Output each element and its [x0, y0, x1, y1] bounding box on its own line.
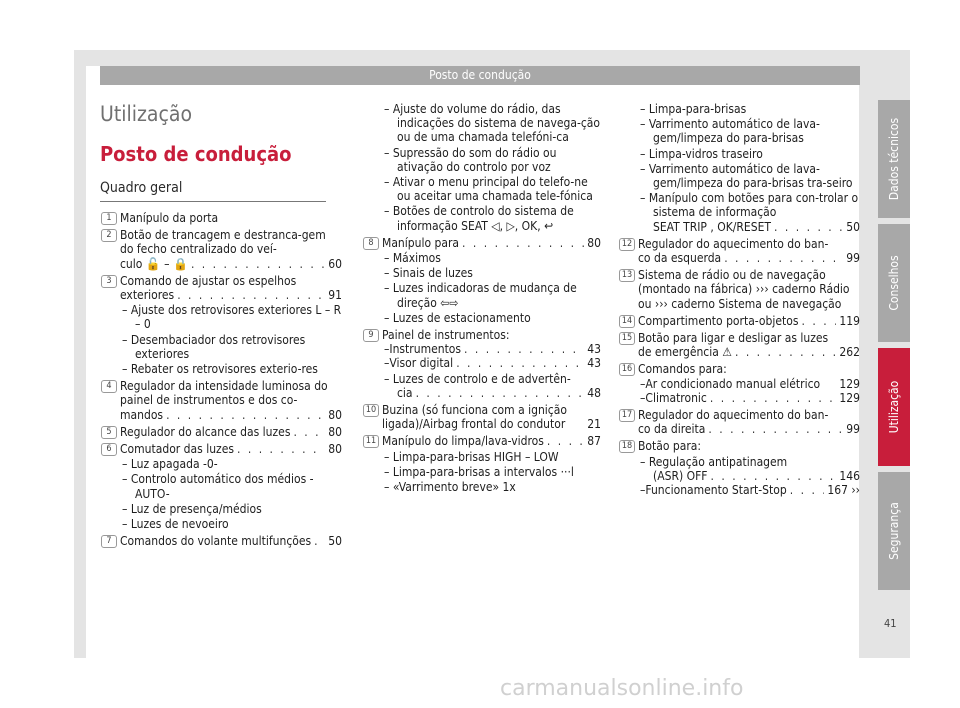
sub-item: – Luz apagada -0- — [122, 457, 218, 472]
item-line — [382, 417, 601, 431]
sub-item-text: Supressão do som do rádio ou ativação do controlo por voz — [392, 145, 557, 174]
sub-item-text: «Varrimento breve» 1x — [392, 480, 516, 495]
leader-dots — [462, 236, 584, 250]
sub-item: – Controlo automático dos médios - AUTO- — [122, 472, 314, 501]
list-item — [106, 211, 342, 225]
item-number: 1 — [101, 212, 117, 225]
leader-dots — [166, 408, 325, 422]
sub-item-text: (ASR) OFF — [653, 468, 708, 483]
item-number: 12 — [619, 238, 635, 251]
sub-item-text: Limpa-para-brisas a intervalos ···l — [392, 464, 574, 479]
sub-item: – «Varrimento breve» 1x — [384, 480, 516, 495]
sub-item: – Ajuste dos retrovisores exteriores L – R – 0 — [122, 303, 342, 332]
sub-item: – Luzes indicadoras de mudança de direção ⇦⇨ — [384, 281, 577, 310]
sub-item: – Ativar o menu principal do telefo-ne ou aceitar uma chamada tele-fónica — [384, 175, 593, 204]
list-item — [106, 379, 342, 422]
item-number: 7 — [101, 535, 117, 548]
sub-item-text: Ativar o menu principal do telefo-ne ou aceitar uma chamada tele-fónica — [392, 175, 593, 204]
page-reference: 80 — [587, 235, 601, 250]
sub-item-text: Limpa-para-brisas HIGH – LOW — [392, 449, 559, 464]
tab-label: Utilização — [887, 380, 901, 434]
item-number: 13 — [619, 269, 635, 282]
item-text: Comandos para: — [638, 362, 727, 377]
item-number: 17 — [619, 409, 635, 422]
item-text: Buzina (só funciona com a ignição — [382, 403, 567, 418]
page-reference: 129 — [839, 390, 860, 405]
sub-item: – Varrimento automático de lava-gem/limpeza do para-brisas tra-seiro — [640, 161, 853, 191]
item-line — [120, 408, 342, 422]
item-number: 16 — [619, 363, 635, 376]
sub-item-text: Limpa-vidros traseiro — [648, 146, 763, 161]
sub-item-text: Funcionamento Start-Stop — [645, 483, 787, 498]
sub-item: – Regulação antipatinagem — [640, 454, 788, 469]
sub-item: – Máximos — [384, 251, 441, 266]
leader-dots — [802, 314, 837, 328]
item-line: – Ar condicionado manual elétrico 129 — [640, 376, 860, 391]
tab-utilizacao[interactable] — [878, 348, 910, 466]
leader-dots — [237, 442, 325, 456]
list-item — [368, 328, 601, 400]
list-item — [382, 102, 601, 233]
sub-item: – Desembaciador dos retrovisores exteriores — [122, 332, 306, 361]
leader-dots — [735, 345, 836, 359]
sub-item-text: Máximos — [392, 251, 441, 266]
list-item — [638, 102, 860, 234]
list-item — [365, 434, 601, 495]
page-reference: 48 — [587, 385, 601, 400]
item-text: Botão para: — [638, 439, 702, 454]
page-reference: 262 — [839, 345, 860, 360]
page-header: Posto de condução — [100, 66, 860, 85]
page-reference: 91 — [328, 288, 342, 303]
leader-dots — [416, 386, 584, 400]
list-item — [106, 442, 342, 532]
sub-item: – Manípulo com botões para con-trolar o sistema de informação — [640, 191, 859, 220]
sub-item: – Limpa-vidros traseiro — [640, 146, 763, 161]
item-text: Regulador da intensidade luminosa do painel de instrumentos e dos co- — [120, 379, 328, 408]
list-item — [621, 268, 860, 311]
item-text: culo 🔓 – 🔒 — [120, 256, 188, 271]
sub-item: – Limpa-para-brisas HIGH – LOW — [384, 449, 559, 464]
item-line — [638, 422, 860, 436]
item-text: exteriores — [120, 288, 175, 303]
item-line — [120, 425, 342, 439]
item-number: 6 — [101, 443, 117, 456]
leader-dots — [724, 251, 843, 265]
item-line — [638, 314, 860, 328]
watermark: carmanualsonline.info — [500, 676, 744, 701]
page-reference: 99 — [846, 422, 860, 437]
item-number: 4 — [101, 380, 117, 393]
item-line — [638, 345, 860, 359]
item-number: 9 — [363, 329, 379, 342]
item-number: 18 — [619, 440, 635, 453]
item-text: Comando de ajustar os espelhos — [120, 273, 297, 288]
list-item — [621, 331, 860, 360]
item-text: Manípulo da porta — [120, 211, 219, 225]
sub-item-text: Luzes de estacionamento — [392, 310, 531, 325]
sub-item-text: Controlo automático dos médios - AUTO- — [130, 472, 314, 501]
sub-item: – Limpa-para-brisas a intervalos ···l — [384, 464, 574, 479]
sub-item: – Luzes de controlo e de advertên- — [384, 371, 571, 386]
list-item — [106, 534, 342, 549]
page-reference: 80 — [328, 424, 342, 439]
list-item — [368, 235, 601, 325]
sub-item-text: Luz de presença/médios — [130, 501, 262, 516]
sub-item-text: Sinais de luzes — [392, 266, 473, 281]
leader-dots — [774, 220, 843, 234]
page-reference: 119 — [839, 313, 860, 328]
leader-dots — [191, 257, 325, 271]
sub-item-text: Ar condicionado manual elétrico — [645, 376, 821, 391]
item-text: Compartimento porta-objetos — [638, 313, 799, 328]
column-1 — [106, 211, 342, 551]
sub-item: – Sinais de luzes — [384, 266, 473, 281]
sub-item-text: Luz apagada -0- — [130, 457, 218, 472]
leader-dots — [456, 356, 584, 370]
tab-label: Segurança — [887, 502, 901, 560]
sub-item-text: Botões de controlo do sistema de informação SEAT ◁, ▷, OK, ↩ — [392, 204, 574, 233]
list-item — [621, 439, 860, 498]
item-line — [638, 220, 860, 234]
item-line — [638, 251, 860, 265]
sub-item-text: Varrimento automático de lava-gem/limpeza do para-brisas — [648, 117, 820, 146]
page-reference: 99 — [846, 251, 860, 266]
sub-item: – Luzes de estacionamento — [384, 310, 531, 325]
tab-conselhos[interactable] — [878, 224, 910, 342]
sub-item-text: Visor digital — [389, 356, 454, 371]
page-reference: 43 — [587, 342, 601, 357]
item-number: 3 — [101, 275, 117, 288]
sub-item: – Supressão do som do rádio ou ativação do controlo por voz — [384, 145, 557, 174]
item-text: Sistema de rádio ou de navegação (montado na fábrica) ››› caderno Rádio ou ››› caderno Sistema de navegação — [638, 268, 850, 311]
item-line — [638, 469, 860, 483]
list-item — [106, 228, 342, 271]
tab-label: Dados técnicos — [887, 117, 901, 201]
item-text: mandos — [120, 407, 164, 422]
column-2 — [365, 101, 601, 497]
item-text: Comandos do volante multifunções — [120, 534, 312, 549]
item-number: 5 — [101, 426, 117, 439]
item-text: Botão para ligar e desligar as luzes — [638, 331, 829, 346]
page-reference: 80 — [328, 407, 342, 422]
page-number: 41 — [884, 617, 897, 630]
chapter-title: Utilização — [100, 102, 192, 126]
item-text: Comutador das luzes — [120, 442, 234, 457]
sub-item-text: Ajuste do volume do rádio, das indicações do sistema de navega-ção ou de uma chamada telefóni-ca — [392, 102, 600, 145]
item-line: – Visor digital . . . 43 — [382, 356, 601, 370]
tab-label: Conselhos — [887, 255, 901, 311]
item-line — [120, 257, 342, 271]
page-reference: 87 — [587, 434, 601, 449]
leader-dots — [711, 469, 837, 483]
list-item — [621, 362, 860, 405]
item-line — [382, 236, 601, 250]
item-line: – Climatronic . . . 129 — [638, 391, 860, 405]
item-number: 2 — [101, 229, 117, 242]
sub-item-text: Rebater os retrovisores exterio-res — [130, 362, 318, 377]
sub-item-text: SEAT TRIP , OK/RESET — [653, 219, 772, 234]
item-line — [382, 434, 601, 448]
item-line — [120, 288, 342, 302]
sub-item-text: Luzes indicadoras de mudança de direção ⇦⇨ — [392, 281, 577, 310]
item-line: – Instrumentos . . . 43 — [382, 342, 601, 356]
item-text: Regulador do alcance das luzes — [120, 424, 291, 439]
list-item — [621, 408, 860, 437]
sub-item-text: Luzes de nevoeiro — [130, 517, 229, 532]
item-line — [120, 534, 342, 548]
item-text: Manípulo para — [382, 235, 460, 250]
leader-dots — [177, 288, 325, 302]
sub-item: – Luz de presença/médios — [122, 501, 262, 516]
item-number: 11 — [363, 435, 379, 448]
page-reference: 50 — [328, 534, 342, 549]
leader-dots — [464, 342, 584, 356]
tab-seguranca[interactable] — [878, 472, 910, 590]
subsection-title: Quadro geral — [100, 180, 183, 196]
sub-item-text: Desembaciador dos retrovisores exteriores — [130, 332, 306, 361]
sub-item-text: Limpa-para-brisas — [648, 102, 747, 116]
page-reference: 60 — [328, 256, 342, 271]
page-reference: 21 — [587, 417, 601, 432]
leader-dots — [708, 422, 843, 436]
item-line — [382, 386, 601, 400]
item-number: 14 — [619, 315, 635, 328]
item-text: Regulador do aquecimento do ban- — [638, 236, 829, 251]
sub-item-text: Climatronic — [645, 390, 707, 405]
list-item — [621, 236, 860, 266]
item-text: de emergência ⚠ — [638, 345, 732, 360]
sub-item-text: Varrimento automático de lava-gem/limpeza do para-brisas tra-seiro — [648, 161, 853, 191]
sub-item-text: cia — [397, 385, 413, 400]
page-reference: 43 — [587, 356, 601, 371]
leader-dots — [710, 391, 837, 405]
sub-item: – Limpa-para-brisas — [640, 102, 747, 116]
item-line — [120, 442, 342, 456]
item-number: 10 — [363, 404, 379, 417]
sub-item-text: Regulação antipatinagem — [648, 454, 788, 469]
leader-dots — [314, 534, 325, 548]
item-text: Manípulo do limpa/lava-vidros — [382, 434, 544, 449]
sub-item-text: Ajuste dos retrovisores exteriores L – R – 0 — [130, 303, 342, 332]
list-item — [106, 424, 342, 439]
sub-item: – Luzes de nevoeiro — [122, 517, 229, 532]
sub-item-text: Manípulo com botões para con-trolar o sistema de informação — [648, 191, 859, 220]
list-item — [365, 403, 601, 432]
sub-item: – Varrimento automático de lava-gem/limpeza do para-brisas — [640, 117, 820, 146]
item-text: Botão de trancagem e destranca-gem do fecho centralizado do veí- — [120, 228, 326, 257]
page-reference: 129 — [839, 376, 860, 391]
subsection-rule — [100, 201, 326, 202]
list-item — [106, 273, 342, 377]
item-text: Painel de instrumentos: — [382, 328, 510, 343]
page-reference: 167 ›› — [827, 483, 860, 498]
sub-item-text: Luzes de controlo e de advertên- — [392, 371, 571, 386]
item-line: – Funcionamento Start-Stop . . . 167 ›› — [638, 483, 860, 497]
item-text: Regulador do aquecimento do ban- — [638, 408, 829, 423]
section-title: Posto de condução — [100, 142, 292, 166]
tab-dados-tecnicos[interactable] — [878, 100, 910, 218]
item-number: 15 — [619, 332, 635, 345]
item-text: co da direita — [638, 422, 706, 437]
list-item — [621, 313, 860, 328]
item-text: co da esquerda — [638, 251, 722, 266]
leader-dots — [547, 434, 584, 448]
leader-dots — [790, 483, 825, 497]
page-reference: 146 — [839, 468, 860, 483]
sub-item: – Botões de controlo do sistema de informação SEAT ◁, ▷, OK, ↩ — [384, 204, 574, 233]
item-number: 8 — [363, 237, 379, 250]
leader-dots — [293, 425, 325, 439]
page-reference: 80 — [328, 442, 342, 457]
page-reference: 50 — [846, 219, 860, 234]
column-3 — [621, 101, 860, 500]
item-text: ligada)/Airbag frontal do condutor — [382, 417, 566, 432]
sub-item-text: Instrumentos — [389, 342, 462, 357]
sub-item: – Rebater os retrovisores exterio-res — [122, 362, 318, 377]
sub-item: – Ajuste do volume do rádio, das indicações do sistema de navega-ção ou de uma chamada telefóni-ca — [384, 102, 600, 145]
